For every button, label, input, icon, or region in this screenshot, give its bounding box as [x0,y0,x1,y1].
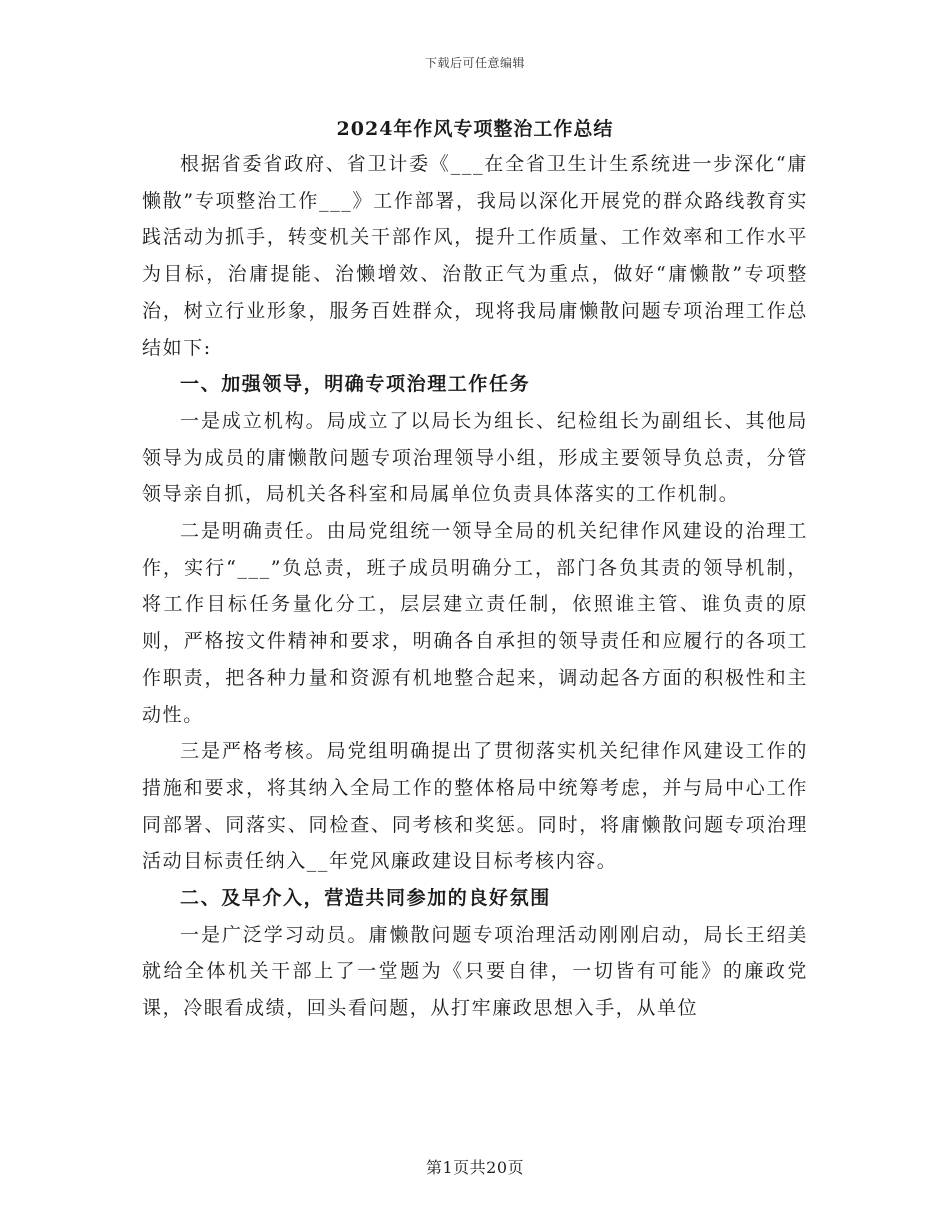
paragraph-establish-organization: 一是成立机构。局成立了以局长为组长、纪检组长为副组长、其他局领导为成员的庸懒散问题专项治理领导小组，形成主要领导负总责，分管领导亲自抓，局机关各科室和局属单位负责具体落实的工作机制。 [142,409,808,506]
document-title: 2024年作风专项整治工作总结 [336,118,614,140]
intro-paragraph: 根据省委省政府、省卫计委《___在全省卫生计生系统进一步深化“庸懒散”专项整治工作___》工作部署，我局以深化开展党的群众路线教育实践活动为抓手，转变机关干部作风，提升工作质量、工作效率和工作水平为目标，治庸提能、治懒增效、治散正气为重点，做好“庸懒散”专项整治，树立行业形象，服务百姓群众，现将我局庸懒散问题专项治理工作总结如下: [142,153,808,359]
document-body [142,146,808,1027]
page-number: 第1页共20页 [425,1158,525,1177]
paragraph-clarify-responsibility: 二是明确责任。由局党组统一领导全局的机关纪律作风建设的治理工作，实行“___”负总责，班子成员明确分工，部门各负其责的领导机制，将工作目标任务量化分工，层层建立责任制，依照谁主管、谁负责的原则，严格按文件精神和要求，明确各自承担的领导责任和应履行的各项工作职责，把各种力量和资源有机地整合起来，调动起各方面的积极性和主动性。 [142,520,808,726]
section-heading-2: 二、及早介入，营造共同参加的良好氛围 [180,887,551,910]
page-header-note: 下载后可任意编辑 [424,56,525,70]
section-heading-1: 一、加强领导，明确专项治理工作任务 [180,373,531,396]
paragraph-strict-assessment: 三是严格考核。局党组明确提出了贯彻落实机关纪律作风建设工作的措施和要求，将其纳入全局工作的整体格局中统筹考虑，并与局中心工作同部署、同落实、同检查、同考核和奖惩。同时，将庸懒散问题专项治理活动目标责任纳入__年党风廉政建设目标考核内容。 [142,740,808,873]
paragraph-study-mobilization: 一是广泛学习动员。庸懒散问题专项治理活动刚刚启动，局长王绍美就给全体机关干部上了一堂题为《只要自律，一切皆有可能》的廉政党课，冷眼看成绩，回头看问题，从打牢廉政思想入手，从单位 [142,923,808,1020]
